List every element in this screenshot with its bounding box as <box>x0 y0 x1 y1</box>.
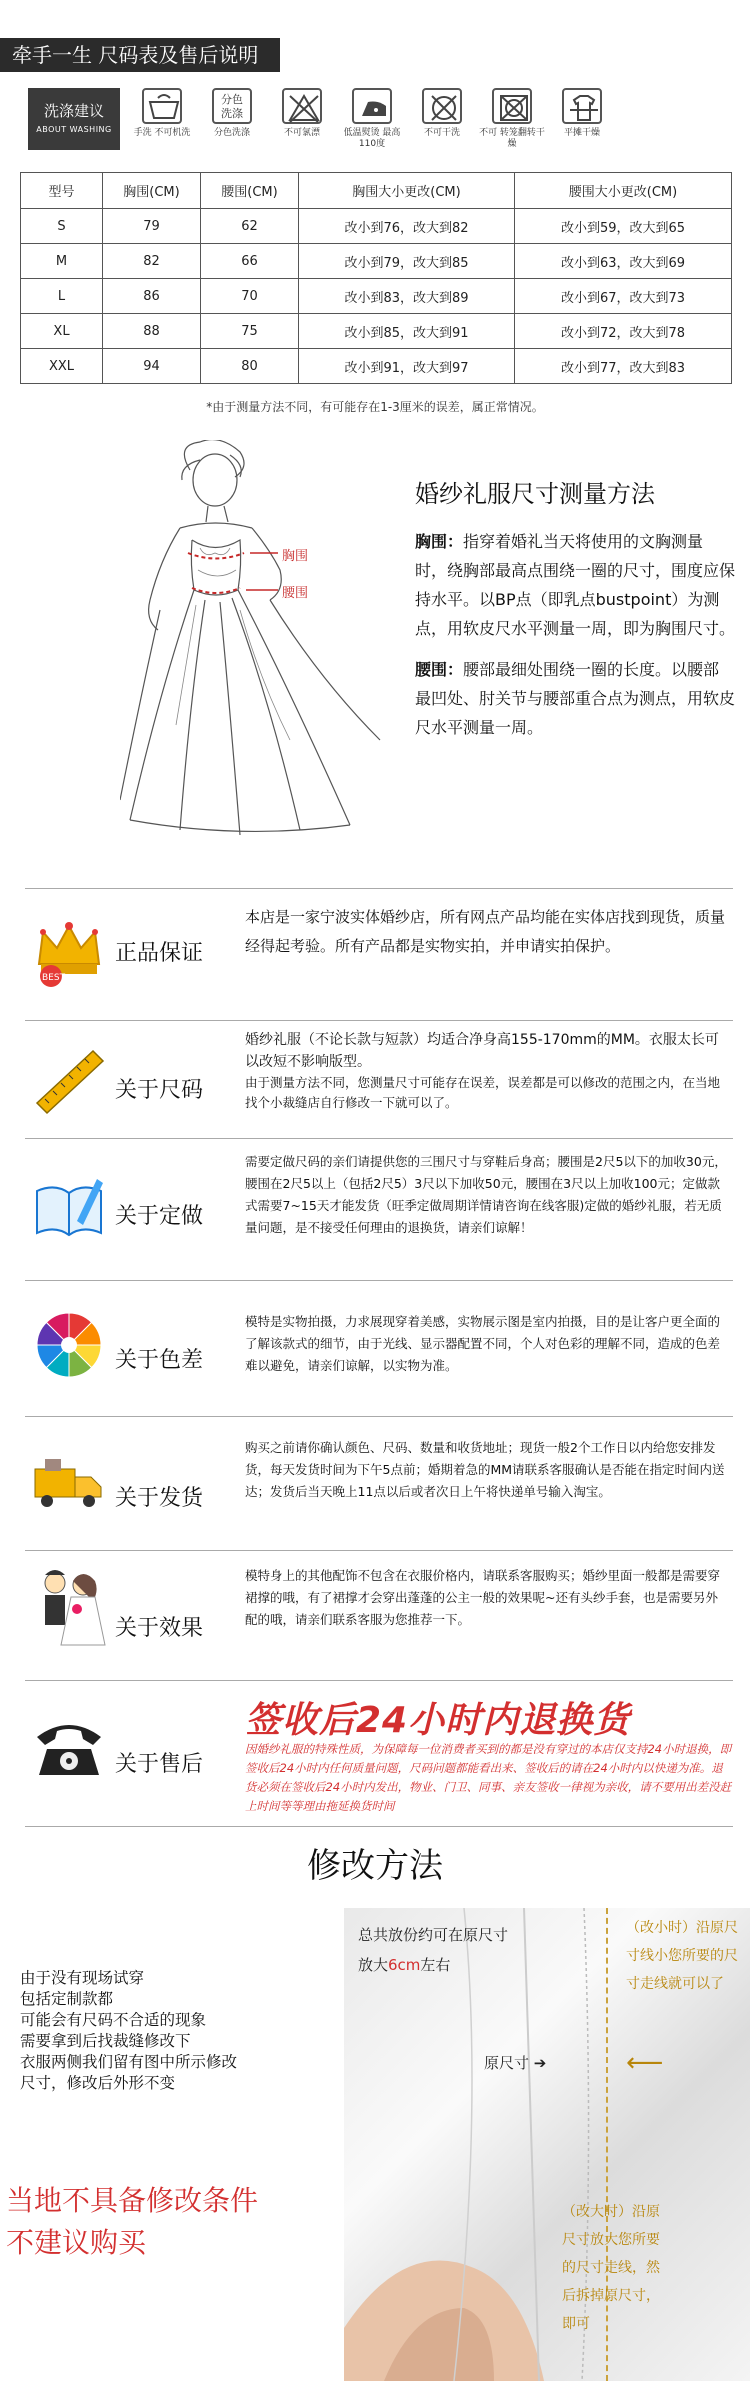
wash-item: 不可干洗 <box>408 88 476 139</box>
table-cell: M <box>21 244 103 279</box>
table-cell: XXL <box>21 349 103 384</box>
no-bleach-icon <box>282 88 322 124</box>
seam-photo <box>344 1908 750 2381</box>
modify-warning <box>6 2180 336 2264</box>
section-text: 需要定做尺码的亲们请提供您的三围尺寸与穿鞋后身高；腰围是2尺5以下的加收30元，腰围在2尺5以上（包括2尺5）3尺以下加收50元，腰围在3尺以上加收100元；定做款式需要7~15天才能发货（旺季定做周期详情请咨询在线客服)定做的婚纱礼服，若无质量问题，是不接受任何理由的退换货，请亲们谅解！ <box>245 1154 727 1235</box>
wedding-couple-icon <box>31 1569 107 1645</box>
waist-term: 腰围： <box>415 660 464 679</box>
low-iron-icon <box>352 88 392 124</box>
table-cell: 88 <box>103 314 201 349</box>
warning-line: 当地不具备修改条件 <box>6 2184 259 2217</box>
wash-item: 不可 转笼翻转干燥 <box>478 88 546 150</box>
refund-text: 因婚纱礼服的特殊性质，为保障每一位消费者买到的都是没有穿过的本店仅支持24小时退换，即签收后24小时内任何质量问题，尺码问题都能看出来、签收后的请在24小时内以快递为准。退货必须在签收后24小时内发出，物业、门卫、同事、亲友签收一律视为亲收，请不要用出差没赶上时间等等理由拖延换货时间 <box>245 1742 732 1813</box>
table-cell: 改小到83，改大到89 <box>299 279 515 314</box>
section-title: 关于尺码 <box>115 1078 204 1103</box>
wash-item: 分色 洗涤 分色洗涤 <box>198 88 266 139</box>
table-cell: 62 <box>201 209 299 244</box>
custom-book-icon <box>31 1171 107 1247</box>
page-title: 牵手一生 尺码表及售后说明 <box>0 38 280 72</box>
section-custom <box>25 1138 733 1280</box>
table-cell: 79 <box>103 209 201 244</box>
section-text <box>245 1029 730 1113</box>
arrow-right-icon: ➔ <box>533 2054 547 2072</box>
table-cell: 改小到67，改大到73 <box>515 279 732 314</box>
table-header-row <box>21 173 732 209</box>
table-cell: S <box>21 209 103 244</box>
washing-label-cn: 洗涤建议 <box>43 102 104 120</box>
photo-enlarge-text: （改大时）沿原尺寸放大您所要的尺寸走线，然后拆掉原尺寸，即可 <box>562 2204 660 2332</box>
photo-text-top: 总共放份约可在原尺寸 放大6cm左右 <box>358 1926 509 1974</box>
section-effect <box>25 1550 733 1680</box>
table-cell: 94 <box>103 349 201 384</box>
table-row <box>21 279 732 314</box>
section-title: 关于售后 <box>115 1752 204 1777</box>
arrow-left-icon: ⟵ <box>626 2048 664 2078</box>
col-header: 腰围(CM) <box>201 173 299 209</box>
modify-title: 修改方法 <box>307 1846 443 1886</box>
measurement-note: *由于测量方法不同，有可能存在1-3厘米的误差，属正常情况。 <box>206 400 544 414</box>
washing-label <box>28 88 120 150</box>
table-cell: 改小到76，改大到82 <box>299 209 515 244</box>
wash-item: 平摊干燥 <box>548 88 616 139</box>
table-cell: 75 <box>201 314 299 349</box>
divider <box>25 1826 733 1827</box>
waist-label: 腰围 <box>282 586 309 601</box>
no-tumble-dry-icon <box>492 88 532 124</box>
col-header: 胸围大小更改(CM) <box>299 173 515 209</box>
table-cell: 改小到63，改大到69 <box>515 244 732 279</box>
section-text-line: 婚纱礼服（不论长款与短款）均适合净身高155-170mm的MM。衣服太长可以改短不影响版型。 <box>245 1032 719 1070</box>
section-text: 模特身上的其他配饰不包含在衣服价格内，请联系客服购买；婚纱里面一般都是需要穿裙撑的哦，有了裙撑才会穿出蓬蓬的公主一般的效果呢~还有头纱手套，也是需要另外配的哦，请亲们联系客服为您推荐一下。 <box>245 1568 721 1627</box>
section-text: 模特是实物拍摄，力求展现穿着美感，实物展示图是室内拍摄，目的是让客户更全面的了解该款式的细节，由于光线、显示器配置不同，个人对色彩的理解不同，造成的色差难以避免，请亲们谅解，以实物为准。 <box>245 1314 721 1373</box>
telephone-icon <box>31 1709 107 1785</box>
tape-measure-icon <box>31 1041 107 1117</box>
wash-item: 不可氯漂 <box>268 88 336 139</box>
bust-text: 指穿着婚礼当天将使用的文胸测量时，绕胸部最高点围绕一圈的尺寸，围度应保持水平。以BP点（即乳点bustpoint）为测点，用软皮尺水平测量一周，即为胸围尺寸。 <box>415 532 736 638</box>
table-row <box>21 349 732 384</box>
table-row <box>21 244 732 279</box>
table-cell: 改小到91，改大到97 <box>299 349 515 384</box>
svg-text:BEST: BEST <box>42 973 66 983</box>
washing-label-en: ABOUT WASHING <box>36 125 112 134</box>
table-cell: 80 <box>201 349 299 384</box>
section-title: 关于效果 <box>115 1616 204 1641</box>
table-row <box>21 314 732 349</box>
table-cell: XL <box>21 314 103 349</box>
measure-title: 婚纱礼服尺寸测量方法 <box>415 480 655 508</box>
dress-sketch <box>120 440 400 840</box>
photo-shrink-text: （改小时）沿原尺寸线小您所要的尺寸走线就可以了 <box>626 1920 738 1992</box>
color-wheel-icon <box>31 1307 107 1383</box>
bride-sketch-icon <box>120 440 400 840</box>
no-dry-clean-icon <box>422 88 462 124</box>
section-title: 正品保证 <box>115 941 204 966</box>
bust-label: 胸围 <box>282 549 309 564</box>
flat-dry-icon <box>562 88 602 124</box>
section-authentic <box>25 888 733 1020</box>
table-cell: L <box>21 279 103 314</box>
col-header: 胸围(CM) <box>103 173 201 209</box>
table-row <box>21 209 732 244</box>
table-cell: 70 <box>201 279 299 314</box>
table-cell: 改小到85，改大到91 <box>299 314 515 349</box>
section-shipping <box>25 1416 733 1550</box>
wash-item: 低温熨烫 最高110度 <box>338 88 406 150</box>
section-text: 本店是一家宁波实体婚纱店，所有网点产品均能在实体店找到现货，质量经得起考验。所有产品都是实物实拍，并申请实拍保护。 <box>245 908 726 955</box>
modify-explanation: 由于没有现场试穿 包括定制款都 可能会有尺码不合适的现象 需要拿到后找裁缝修改下 衣服两侧我们留有图中所示修改 尺寸，修改后外形不变 <box>20 1969 238 2092</box>
table-cell: 66 <box>201 244 299 279</box>
delivery-truck-icon <box>31 1445 107 1521</box>
section-size <box>25 1020 733 1138</box>
size-table <box>20 172 732 384</box>
waist-text: 腰部最细处围绕一圈的长度。以腰部最凹处、肘关节与腰部重合点为测点，用软皮尺水平测量一周。 <box>415 660 736 737</box>
bust-term: 胸围： <box>415 532 464 551</box>
crown-best-icon <box>31 914 107 990</box>
separate-wash-icon: 分色 洗涤 <box>212 88 252 124</box>
section-title: 关于发货 <box>115 1486 204 1511</box>
photo-original-label: 原尺寸 ➔ <box>484 2054 547 2072</box>
section-color <box>25 1280 733 1416</box>
hand-wash-icon <box>142 88 182 124</box>
refund-title: 签收后24小时内退换货 <box>245 1700 631 1741</box>
measure-text <box>415 527 735 754</box>
col-header: 腰围大小更改(CM) <box>515 173 732 209</box>
section-title: 关于色差 <box>115 1348 204 1373</box>
table-cell: 改小到72，改大到78 <box>515 314 732 349</box>
section-text: 购买之前请你确认颜色、尺码、数量和收货地址；现货一般2个工作日以内给您安排发货，每天发货时间为下午5点前；婚期着急的MM请联系客服确认是否能在指定时间内送达；发货后当天晚上11点以后或者次日上午将快递单号输入淘宝。 <box>245 1440 725 1499</box>
table-cell: 改小到79，改大到85 <box>299 244 515 279</box>
washing-suggestions <box>28 88 728 156</box>
table-cell: 82 <box>103 244 201 279</box>
table-cell: 改小到77，改大到83 <box>515 349 732 384</box>
section-title: 关于定做 <box>115 1204 204 1229</box>
section-text-line: 由于测量方法不同，您测量尺寸可能存在误差，误差都是可以修改的范围之内，在当地找个小裁缝店自行修改一下就可以了。 <box>245 1075 721 1110</box>
wash-item: 手洗 不可机洗 <box>128 88 196 139</box>
warning-line: 不建议购买 <box>6 2226 147 2259</box>
col-header: 型号 <box>21 173 103 209</box>
table-cell: 改小到59，改大到65 <box>515 209 732 244</box>
table-cell: 86 <box>103 279 201 314</box>
